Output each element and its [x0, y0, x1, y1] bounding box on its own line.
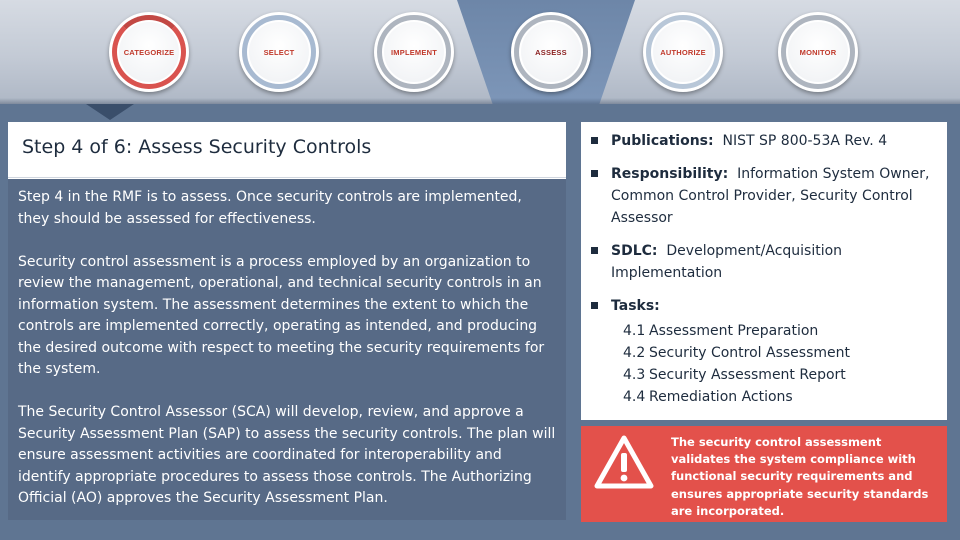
- panel-header: [8, 122, 566, 178]
- paragraph: Security control assessment is a process employed by an organization to review the management, operational, and technical security controls in an information system. The assessment determines the extent to which the controls are implemented correctly, operating as intended, and producing the desired outcome with respect to meeting the security requirements for the system.: [18, 253, 545, 377]
- task-number: 4.3: [623, 367, 646, 383]
- panel-body: [8, 179, 566, 520]
- task-row: [611, 364, 939, 386]
- bullet-icon: [591, 137, 598, 144]
- step-implement[interactable]: [374, 12, 454, 92]
- step-select[interactable]: [239, 12, 319, 92]
- details-list: [589, 130, 939, 419]
- publications-value: NIST SP 800-53A Rev. 4: [722, 133, 888, 149]
- list-item-tasks: [589, 295, 939, 408]
- list-item-responsibility: [589, 163, 939, 229]
- bullet-icon: [591, 170, 598, 177]
- task-row: [611, 386, 939, 408]
- process-bar: [0, 0, 960, 104]
- task-row: [611, 320, 939, 342]
- task-name: Assessment Preparation: [649, 323, 819, 339]
- paragraph: Step 4 in the RMF is to assess. Once security controls are implemented, they should be assessed for effectiveness.: [18, 189, 522, 227]
- task-number: 4.2: [623, 345, 646, 361]
- publications-label: Publications:: [611, 133, 714, 149]
- alert-callout: [581, 426, 947, 522]
- step-authorize[interactable]: [643, 12, 723, 92]
- task-name: Security Assessment Report: [649, 367, 846, 383]
- step-label: IMPLEMENT: [391, 47, 437, 57]
- pointer-arrow: [86, 104, 134, 120]
- step-label: SELECT: [263, 47, 295, 57]
- sdlc-label: SDLC:: [611, 243, 658, 259]
- paragraph: The Security Control Assessor (SCA) will develop, review, and approve a Security Assessment Plan (SAP) to assess the security controls. The plan will ensure assessment activities are coordinated for interoperability and identify appropriate procedures to assess those controls. The Authorizing Official (AO) approves the Security Assessment Plan.: [18, 404, 556, 506]
- sdlc-value: Development/Acquisition Implementation: [611, 243, 843, 281]
- step-categorize[interactable]: [109, 12, 189, 92]
- step-description-panel: [8, 122, 566, 520]
- list-item-publications: [589, 130, 939, 152]
- task-number: 4.4: [623, 389, 646, 405]
- task-row: [611, 342, 939, 364]
- step-label: CATEGORIZE: [123, 47, 175, 57]
- task-name: Security Control Assessment: [649, 345, 850, 361]
- step-assess[interactable]: [511, 12, 591, 92]
- task-list: [611, 320, 939, 408]
- warning-icon: [593, 434, 655, 490]
- step-label: MONITOR: [799, 47, 837, 57]
- responsibility-label: Responsibility:: [611, 166, 729, 182]
- bullet-icon: [591, 302, 598, 309]
- task-name: Remediation Actions: [649, 389, 793, 405]
- list-item-sdlc: [589, 240, 939, 284]
- task-number: 4.1: [623, 323, 646, 339]
- tasks-label: Tasks:: [611, 298, 660, 314]
- bullet-icon: [591, 247, 598, 254]
- alert-text: The security control assessment validates the system compliance with functional security requirements and ensures appropriate security standards are incorporated.: [671, 435, 929, 518]
- responsibility-value: Information System Owner, Common Control Provider, Security Control Assessor: [611, 166, 930, 226]
- step-monitor[interactable]: [778, 12, 858, 92]
- step-details-panel: [581, 122, 947, 420]
- step-label: AUTHORIZE: [660, 47, 706, 57]
- step-label: ASSESS: [535, 47, 567, 57]
- page-title: Step 4 of 6: Assess Security Controls: [22, 136, 372, 158]
